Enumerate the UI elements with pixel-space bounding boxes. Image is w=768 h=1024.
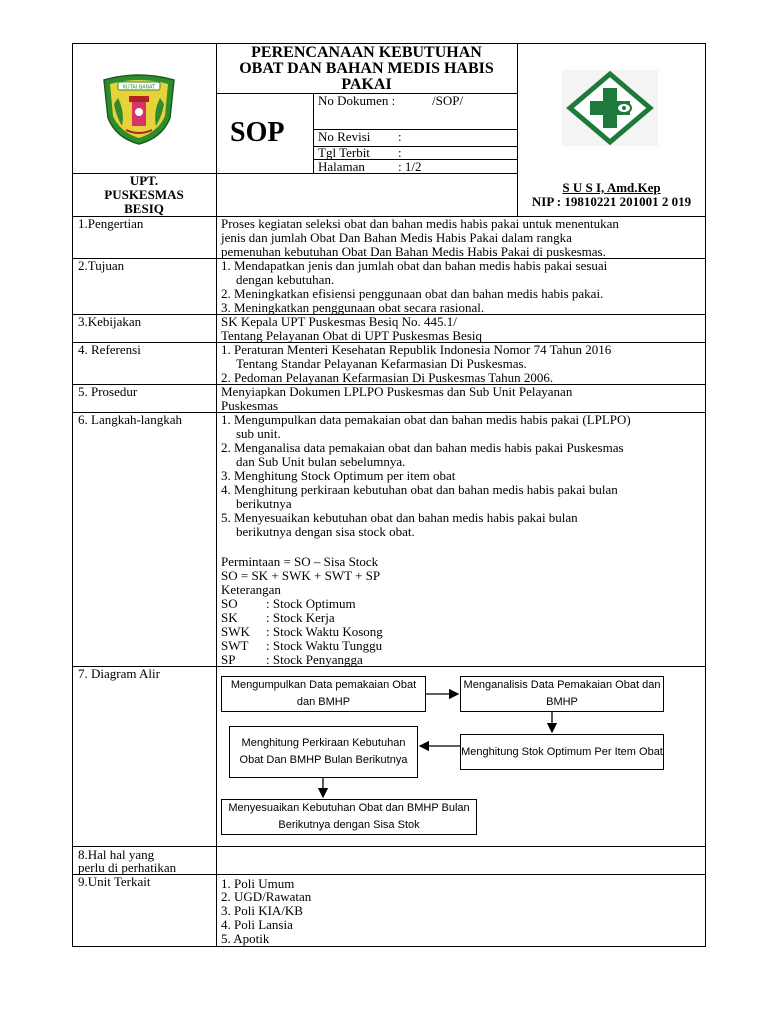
term-abbr: SWK [221,624,250,639]
unit-item: 5. Apotik [221,931,270,946]
keterangan-label: Keterangan [221,582,281,597]
halaman-label: Halaman [318,159,365,174]
formula-so: SO = SK + SWK + SWT + SP [221,568,381,583]
langkah-step: berikutnya dengan sisa stock obat. [236,524,415,539]
section-label-referensi: 4. Referensi [78,342,141,357]
unit-item: 2. UGD/Rawatan [221,889,312,904]
formula-permintaan: Permintaan = SO – Sisa Stock [221,554,379,569]
signer-nip: NIP : 19810221 201001 2 019 [531,194,692,209]
langkah-step: 1. Mengumpulkan data pemakaian obat dan bahan medis habis pakai (LPLPO) [221,412,631,427]
term-abbr: SO [221,596,238,611]
pengertian-line: Proses kegiatan seleksi obat dan bahan medis habis pakai untuk menentukan [221,216,619,231]
no-dokumen-label: No Dokumen : [318,93,396,108]
tgl-terbit-label: Tgl Terbit [318,145,370,160]
flow-box-analyze-data: Menganalisis Data Pemakaian Obat dan BMHP [460,676,664,712]
term-desc: : Stock Optimum [266,596,356,611]
langkah-step: 5. Menyesuaikan kebutuhan obat dan bahan medis habis pakai bulan [221,510,578,525]
kebijakan-line: SK Kepala UPT Puskesmas Besiq No. 445.1/ [221,314,457,329]
section-label-diagram: 7. Diagram Alir [78,666,160,681]
tujuan-item: 1. Mendapatkan jenis dan jumlah obat dan bahan medis habis pakai sesuai [221,258,608,273]
flow-box-stock-optimum: Menghitung Stok Optimum Per Item Obat [460,734,664,770]
org-name-line-1: UPT. [129,173,159,188]
unit-item: 3. Poli KIA/KB [221,903,303,918]
referensi-item: 1. Peraturan Menteri Kesehatan Republik Indonesia Nomor 74 Tahun 2016 [221,342,612,357]
section-label-pengertian: 1.Pengertian [78,216,144,231]
langkah-step: 2. Menganalisa data pemakaian obat dan bahan medis habis pakai Puskesmas [221,440,624,455]
unit-item: 1. Poli Umum [221,876,295,891]
sop-label: SOP [230,117,285,148]
referensi-item: 2. Pedoman Pelayanan Kefarmasian Di Puskesmas Tahun 2006. [221,370,554,385]
section-label-prosedur: 5. Prosedur [78,384,138,399]
signer-name: S U S I, Amd.Kep [562,180,661,195]
section-label-unit: 9.Unit Terkait [78,874,151,889]
pengertian-line: pemenuhan kebutuhan Obat Dan Bahan Medis Habis Pakai di puskesmas. [221,244,606,259]
referensi-item: Tentang Standar Pelayanan Kefarmasian Di Puskesmas. [236,356,527,371]
no-revisi-label: No Revisi [318,129,371,144]
no-revisi-colon: : [398,129,402,144]
tgl-terbit-colon: : [398,145,402,160]
langkah-step: dan Sub Unit bulan sebelumnya. [236,454,406,469]
pengertian-line: jenis dan jumlah Obat Dan Bahan Medis Habis Pakai dalam rangka [221,230,572,245]
term-desc: : Stock Penyangga [266,652,363,667]
flow-box-collect-data: Mengumpulkan Data pemakaian Obat dan BMHP [221,676,426,712]
section-label-tujuan: 2.Tujuan [78,258,125,273]
prosedur-line: Menyiapkan Dokumen LPLPO Puskesmas dan Sub Unit Pelayanan [221,384,573,399]
emblem-text: KUTAI BARAT [122,84,156,91]
term-abbr: SK [221,610,238,625]
langkah-step: berikutnya [236,496,292,511]
term-desc: : Stock Waktu Tunggu [266,638,383,653]
kebijakan-line: Tentang Pelayanan Obat di UPT Puskesmas Besiq [221,328,482,343]
term-desc: : Stock Waktu Kosong [266,624,383,639]
flow-box-adjust-needs: Menyesuaikan Kebutuhan Obat dan BMHP Bulan Berikutnya dengan Sisa Stok [221,799,477,835]
section-label-hal-1: 8.Hal hal yang [78,847,155,862]
unit-item: 4. Poli Lansia [221,917,293,932]
no-dokumen-value: /SOP/ [432,93,464,108]
org-name-line-2: PUSKESMAS [104,187,184,202]
prosedur-line: Puskesmas [221,398,279,413]
tujuan-item: dengan kebutuhan. [236,272,335,287]
tujuan-item: 2. Meningkatkan efisiensi penggunaan obat dan bahan medis habis pakai. [221,286,604,301]
halaman-value: : 1/2 [398,159,422,174]
section-label-hal-2: perlu di perhatikan [78,860,177,875]
langkah-step: 3. Menghitung Stock Optimum per item obat [221,468,456,483]
document-title-line-3: PAKAI [341,76,392,93]
term-desc: : Stock Kerja [266,610,335,625]
langkah-step: sub unit. [236,426,281,441]
section-label-kebijakan: 3.Kebijakan [78,314,142,329]
flow-box-estimate-needs: Menghitung Perkiraan Kebutuhan Obat Dan BMHP Bulan Berikutnya [229,726,418,778]
term-abbr: SWT [221,638,249,653]
section-label-langkah: 6. Langkah-langkah [78,412,182,427]
document-title-line-2: OBAT DAN BAHAN MEDIS HABIS [239,60,494,77]
langkah-step: 4. Menghitung perkiraan kebutuhan obat dan bahan medis habis pakai bulan [221,482,618,497]
org-name-line-3: BESIQ [124,201,164,216]
tujuan-item: 3. Meningkatkan penggunaan obat secara rasional. [221,300,485,315]
term-abbr: SP [221,652,236,667]
document-title-line-1: PERENCANAAN KEBUTUHAN [251,44,482,61]
